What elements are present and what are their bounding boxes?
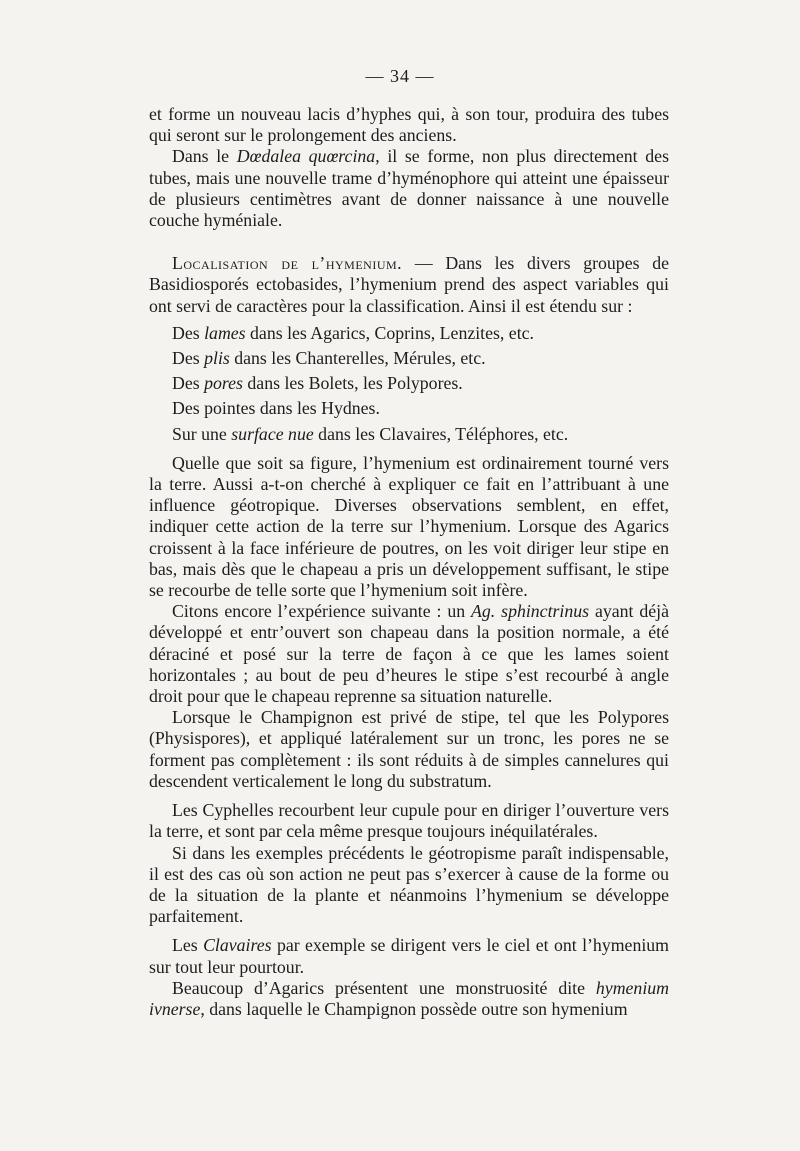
page-number: — 34 —: [365, 66, 435, 86]
list-item-text: dans les Clavaires, Téléphores, etc.: [313, 423, 569, 444]
list-item-text: dans les Bolets, les Polypores.: [242, 373, 463, 394]
paragraph-text: Beaucoup d’Agarics présentent une monstruosité dite: [172, 977, 596, 998]
paragraph-experiment: [149, 601, 669, 707]
paragraph-text: , dans laquelle le Champignon possède outre son hymenium: [200, 998, 628, 1019]
paragraph-polypores: Lorsque le Champignon est privé de stipe, tel que les Polypores (Physispores), et appliqué latéralement sur un tronc, les pores ne se forment pas complètement : ils sont réduits à de simples cannelures qui descendent verticalement le long du substratum.: [149, 707, 669, 791]
paragraph-text: ayant déjà développé et entr’ouvert son chapeau dans la position normale, a été déraciné et posé sur la terre de façon à ce que les lames soient horizontales ; au bout de peu d’heures le stipe s’est recourbé à angle droit pour que le chapeau reprenne sa situation naturelle.: [149, 601, 669, 707]
list-item-term: surface nue: [231, 423, 314, 444]
page-body: [149, 104, 669, 1020]
paragraph-exceptions: Si dans les exemples précédents le géotropisme paraît indispensable, il est des cas où son action ne peut pas s’exercer à cause de la forme ou de la situation de la plante et néanmoins l’hymenium se développe parfaitement.: [149, 842, 669, 927]
list-item-text: Des: [172, 322, 205, 343]
list-item: [149, 424, 669, 445]
list-item: [149, 373, 669, 394]
list-item-term: plis: [204, 348, 230, 369]
list-item-text: Des: [172, 348, 205, 369]
hymenium-list: [149, 323, 669, 445]
paragraph-cyphelles: Les Cyphelles recourbent leur cupule pour en diriger l’ouverture vers la terre, et sont par cela même presque toujours inéquilatérales.: [149, 800, 669, 842]
list-item-term: lames: [204, 322, 246, 343]
paragraph-text: — Dans les divers groupes de Basidiosporés ectobasides, l’hymenium prend des aspect variables qui ont servi de caractères pour la classification. Ainsi il est étendu sur :: [149, 253, 669, 316]
list-item-text: Sur une: [172, 423, 232, 444]
paragraph-localisation: [149, 253, 669, 317]
term-name: hymenium ivnerse: [149, 977, 669, 1019]
paragraph-text: Citons encore l’expérience suivante : un: [172, 601, 472, 622]
paragraph-geotropism: Quelle que soit sa figure, l’hymenium est ordinairement tourné vers la terre. Aussi a-t-on cherché à expliquer ce fait en l’attribuant à une influence géotropique. Diverses observations semblent, en effet, indiquer cette action de la terre sur l’hymenium. Lorsque des Agarics croissent à la face inférieure de poutres, on les voit diriger leur stipe en bas, mais dès que le chapeau a pris un développement suffisant, le stipe se recourbe de telle sorte que l’hymenium soit infère.: [149, 452, 669, 601]
list-item: [149, 348, 669, 369]
paragraph-text: , il se forme, non plus directement des tubes, mais une nouvelle trame d’hyménophore qui atteint une épaisseur de plusieurs centimètres avant de donner naissance à une nouvelle couche hyméniale.: [149, 146, 669, 231]
paragraph-inverse-hymenium: [149, 978, 669, 1020]
paragraph-text: Les: [172, 935, 204, 956]
list-item-text: Des: [172, 373, 205, 394]
section-title: Localisation de l’hymenium.: [172, 253, 403, 274]
genus-name: Clavaires: [203, 935, 272, 956]
species-name: Ag. sphinctrinus: [471, 601, 590, 622]
species-name: Dœdalea quœrcina: [236, 146, 376, 167]
paragraph-clavaires: [149, 935, 669, 977]
list-item: [149, 323, 669, 344]
list-item-text: dans les Agarics, Coprins, Lenzites, etc.: [245, 322, 534, 343]
paragraph-text: Dans le: [172, 146, 237, 167]
paragraph-continuation: et forme un nouveau lacis d’hyphes qui, à son tour, produira des tubes qui seront sur le prolongement des anciens.: [149, 104, 669, 146]
list-item-text: dans les Chanterelles, Mérules, etc.: [229, 348, 486, 369]
paragraph-daedalea: [149, 146, 669, 231]
list-item-term: pores: [204, 373, 243, 394]
paragraph-text: par exemple se dirigent vers le ciel et ont l’hymenium sur tout leur pourtour.: [149, 935, 669, 977]
list-item: Des pointes dans les Hydnes.: [172, 398, 380, 419]
